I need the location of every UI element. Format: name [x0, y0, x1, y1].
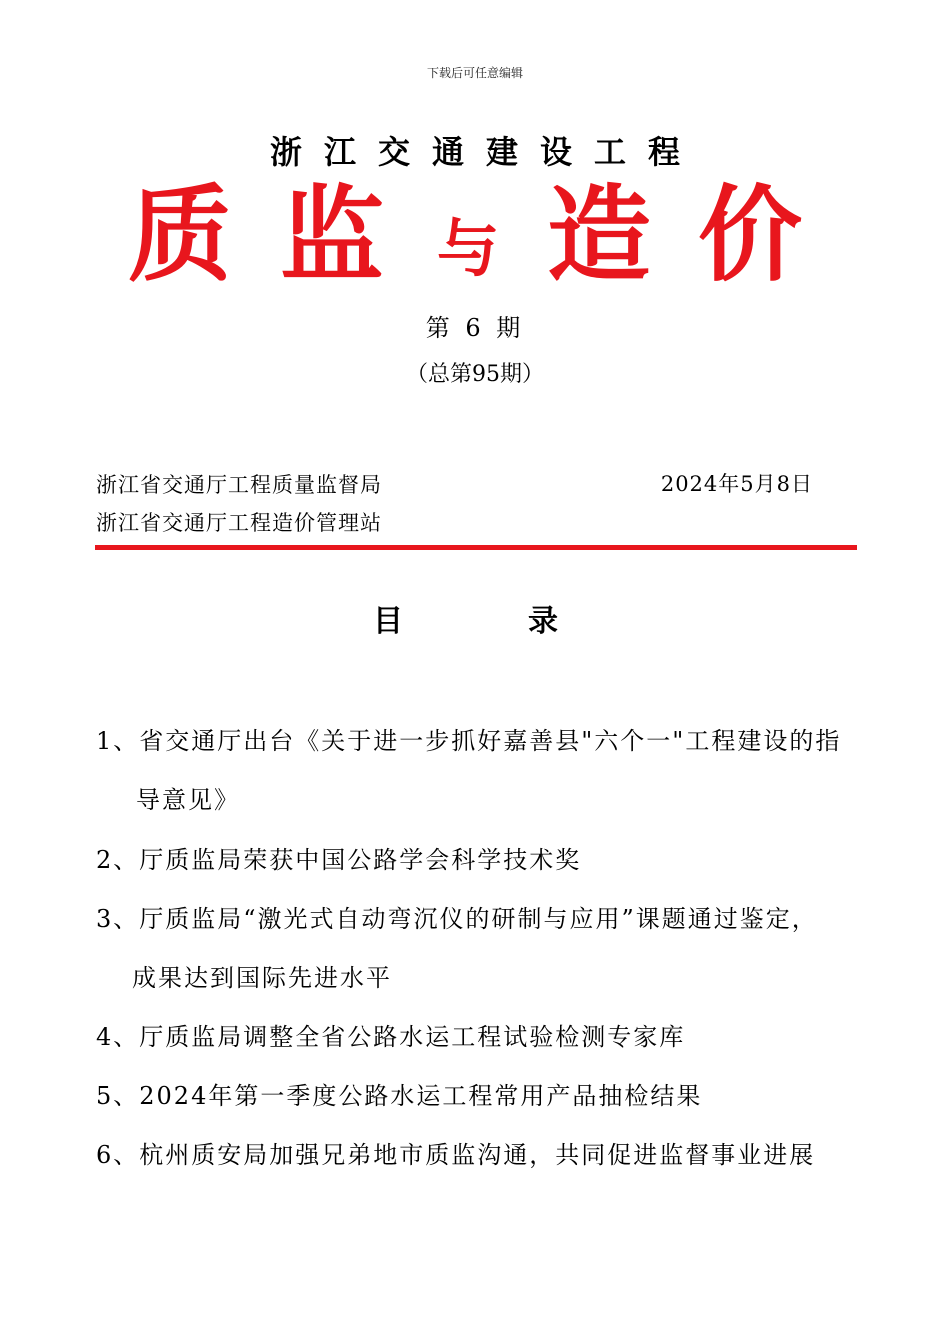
toc-item-3-cont: 成果达到国际先进水平	[132, 964, 392, 992]
publish-date: 2024年5月8日	[660, 472, 813, 496]
toc-title-char-lu: 录	[528, 604, 558, 639]
title-char-zhi: 质	[128, 174, 233, 296]
title-char-jia: 价	[698, 174, 803, 296]
journal-subtitle: 浙江交通建设工程	[269, 133, 702, 171]
title-char-zao: 造	[547, 174, 652, 296]
toc-item-5: 5、2024年第一季度公路水运工程常用产品抽检结果	[96, 1082, 703, 1110]
title-char-yu: 与	[437, 212, 500, 285]
total-issue-number: （总第95期）	[406, 362, 544, 387]
publisher-quality-bureau: 浙江省交通厅工程质量监督局	[96, 473, 382, 497]
toc-title-char-mu: 目	[373, 604, 403, 639]
toc-item-1: 1、省交通厅出台《关于进一步抓好嘉善县"六个一"工程建设的指	[96, 727, 842, 755]
toc-item-6: 6、杭州质安局加强兄弟地市质监沟通，共同促进监督事业进展	[96, 1141, 816, 1169]
toc-item-1-cont: 导意见》	[136, 786, 240, 814]
toc-item-3: 3、厅质监局“激光式自动弯沉仪的研制与应用”课题通过鉴定，	[96, 905, 818, 933]
red-divider	[95, 545, 857, 550]
toc-item-4: 4、厅质监局调整全省公路水运工程试验检测专家库	[96, 1023, 686, 1051]
title-char-jian: 监	[280, 174, 385, 296]
header-note: 下载后可任意编辑	[426, 66, 523, 80]
toc-item-2: 2、厅质监局荣获中国公路学会科学技术奖	[96, 846, 582, 874]
issue-number: 第 6 期	[425, 314, 525, 342]
publisher-cost-station: 浙江省交通厅工程造价管理站	[96, 511, 382, 535]
